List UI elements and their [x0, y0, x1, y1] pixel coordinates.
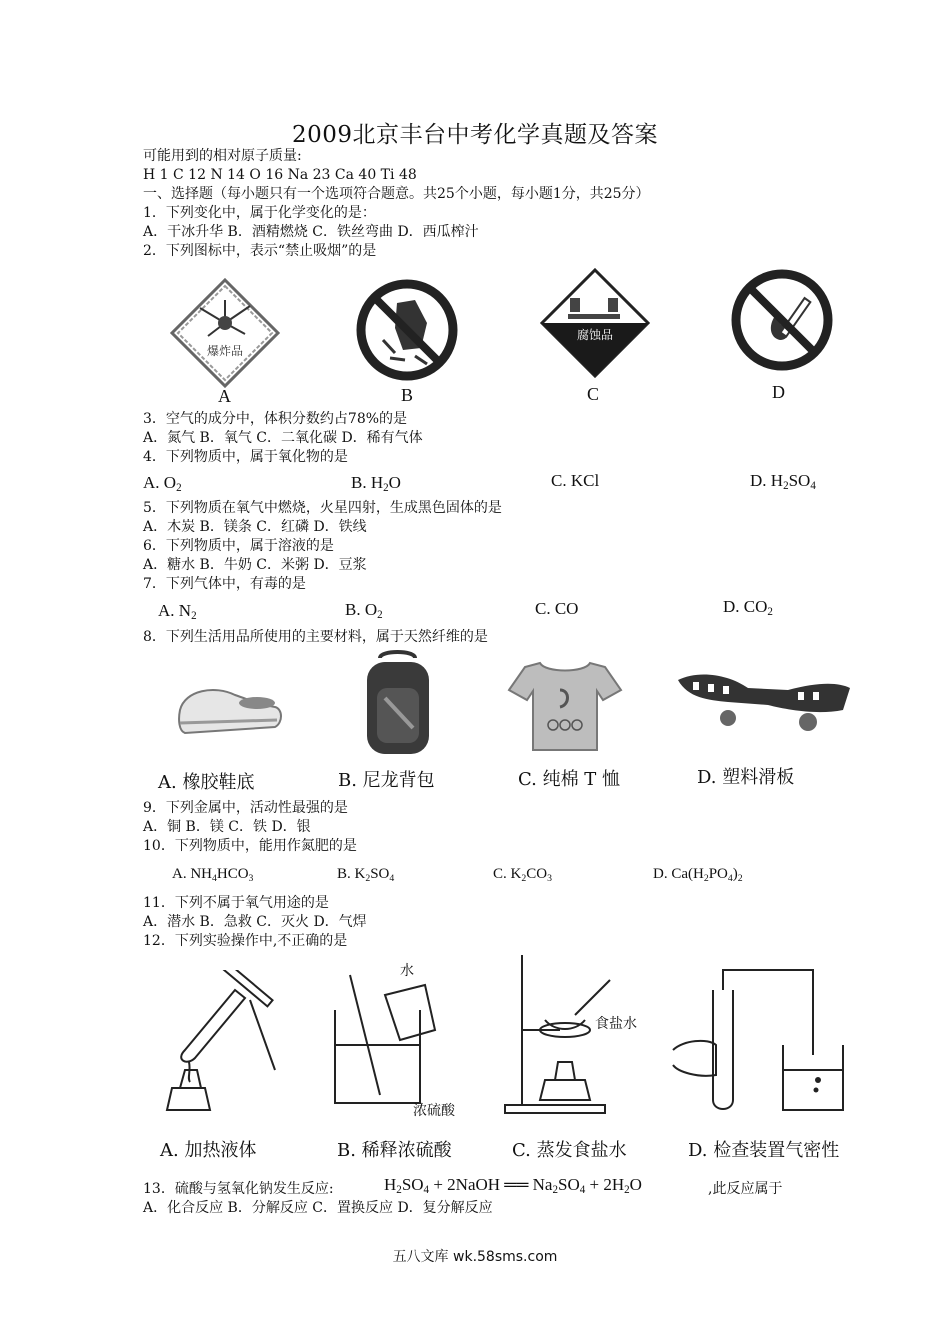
q10-option-d: D. $Ca(H_2PO_4)_2$	[653, 866, 743, 884]
skateboard-image-icon	[668, 660, 853, 735]
q7-option-a: A. $N_2$	[158, 601, 197, 622]
q11-stem: 11．下列不属于氧气用途的是	[143, 895, 329, 911]
q4-stem: 4．下列物质中，属于氧化物的是	[143, 449, 348, 465]
q12-caption-a: A. 加热液体	[160, 1140, 257, 1161]
q7-option-c: C. CO	[535, 599, 579, 618]
no-smoking-sign-icon	[730, 268, 835, 373]
q12-caption-b: B. 稀释浓硫酸	[337, 1140, 452, 1161]
q3-options: A．氮气 B．氧气 C．二氧化碳 D．稀有气体	[143, 430, 423, 446]
q1-stem: 1．下列变化中，属于化学变化的是：	[143, 205, 376, 221]
q7-stem: 7．下列气体中，有毒的是	[143, 576, 306, 592]
q2-stem: 2．下列图标中，表示“禁止吸烟”的是	[143, 243, 377, 259]
q10-option-a: A. $NH_4HCO_3$	[172, 866, 254, 884]
sign-a-text: 爆炸品	[206, 344, 244, 358]
explosive-sign-icon	[170, 278, 280, 388]
q13-options: A．化合反应 B．分解反应 C．置换反应 D．复分解反应	[143, 1200, 493, 1216]
q2-letter-b: B	[401, 385, 414, 405]
shoe-image-icon	[175, 665, 285, 745]
q8-caption-a: A. 橡胶鞋底	[158, 772, 255, 793]
sign-c-text: 腐蚀品	[576, 328, 614, 342]
backpack-image-icon	[355, 648, 440, 758]
q9-options: A．铜 B．镁 C．铁 D．银	[143, 819, 311, 835]
q8-caption-b: B. 尼龙背包	[338, 770, 435, 791]
water-label: 水	[400, 963, 414, 979]
q13-tail: ,此反应属于	[708, 1181, 783, 1197]
atomic-mass-label: 可能用到的相对原子质量:	[143, 148, 302, 164]
q13-equation: $H_2SO_4$ + 2NaOH ══ $Na_2SO_4 + 2H_2O$	[384, 1175, 642, 1196]
page-title: 2009北京丰台中考化学真题及答案	[291, 122, 659, 148]
q7-option-d: D. $CO_2$	[723, 597, 773, 618]
q1-options: A．干冰升华 B．酒精燃烧 C．铁丝弯曲 D．西瓜榨汁	[143, 224, 479, 240]
footer-watermark: 五八文库 wk.58sms.com	[392, 1249, 558, 1265]
evaporation-diagram	[500, 950, 655, 1120]
acid-label: 浓硫酸	[413, 1103, 455, 1119]
q7-option-b: B. $O_2$	[345, 600, 383, 621]
q2-letter-d: D	[772, 382, 785, 402]
heating-liquid-diagram	[155, 970, 285, 1120]
q4-option-a: A. $O_2$	[143, 473, 182, 494]
q2-letter-c: C	[587, 384, 600, 404]
q6-stem: 6．下列物质中，属于溶液的是	[143, 538, 334, 554]
corrosive-sign-icon	[540, 268, 650, 378]
q4-option-b: B. $H_2O$	[351, 473, 401, 494]
q12-caption-c: C. 蒸发食盐水	[512, 1140, 627, 1161]
q13-stem: 13．硫酸与氢氧化钠发生反应:	[143, 1181, 334, 1197]
q5-stem: 5．下列物质在氧气中燃烧，火星四射，生成黑色固体的是	[143, 500, 502, 516]
dilute-acid-diagram	[325, 955, 480, 1120]
section-heading: 一、选择题（每小题只有一个选项符合题意。共25个小题，每小题1分，共25分）	[143, 186, 650, 202]
q11-options: A．潜水 B．急救 C．灭火 D．气焊	[143, 914, 367, 930]
q4-option-d: D. $H_2SO_4$	[750, 471, 816, 492]
q12-stem: 12．下列实验操作中,不正确的是	[143, 933, 348, 949]
q3-stem: 3．空气的成分中，体积分数约占78%的是	[143, 411, 408, 427]
q8-caption-d: D. 塑料滑板	[697, 767, 795, 788]
q4-option-c: C. KCl	[551, 471, 600, 490]
q9-stem: 9．下列金属中，活动性最强的是	[143, 800, 348, 816]
tshirt-image-icon	[505, 655, 625, 755]
airtightness-diagram	[668, 960, 848, 1120]
q12-caption-d: D. 检查装置气密性	[688, 1140, 840, 1161]
atomic-mass-values: H 1 C 12 N 14 O 16 Na 23 Ca 40 Ti 48	[143, 167, 417, 183]
q10-stem: 10．下列物质中，能用作氮肥的是	[143, 838, 357, 854]
q2-letter-a: A	[218, 386, 231, 406]
salt-water-label: 食盐水	[595, 1016, 637, 1032]
q5-options: A．木炭 B．镁条 C．红磷 D．铁线	[143, 519, 367, 535]
q8-caption-c: C. 纯棉 T 恤	[518, 769, 621, 790]
q10-option-b: B. $K_2SO_4$	[337, 866, 395, 884]
q6-options: A．糖水 B．牛奶 C．米粥 D．豆浆	[143, 557, 367, 573]
q10-option-c: C. $K_2CO_3$	[493, 866, 552, 884]
q8-stem: 8．下列生活用品所使用的主要材料，属于天然纤维的是	[143, 629, 488, 645]
no-smoking-like-sign-icon	[355, 278, 460, 383]
